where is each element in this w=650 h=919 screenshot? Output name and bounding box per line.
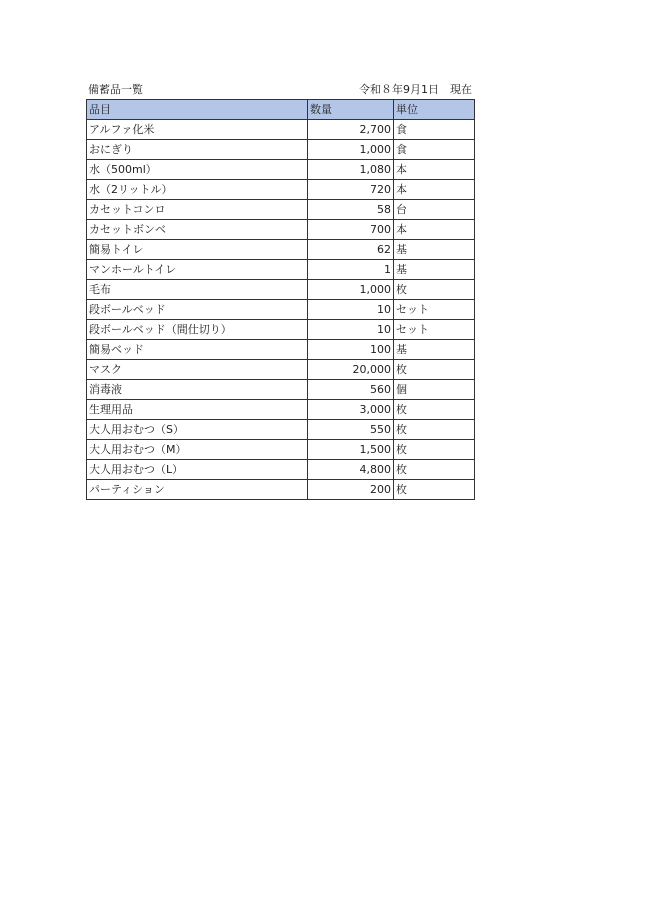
- table-row: [87, 120, 475, 140]
- item-name-cell: マスク: [87, 360, 308, 380]
- table-row: [87, 160, 475, 180]
- item-name-cell: 大人用おむつ（L）: [87, 460, 308, 480]
- item-name-cell: 生理用品: [87, 400, 308, 420]
- item-name-cell: アルファ化米: [87, 120, 308, 140]
- table-row: [87, 480, 475, 500]
- item-quantity-cell: 560: [308, 380, 394, 400]
- item-quantity-cell: 10: [308, 320, 394, 340]
- item-quantity-cell: 1,000: [308, 280, 394, 300]
- table-row: [87, 380, 475, 400]
- item-quantity-cell: 1,500: [308, 440, 394, 460]
- item-unit-cell: 個: [394, 380, 475, 400]
- item-quantity-cell: 200: [308, 480, 394, 500]
- item-quantity-cell: 10: [308, 300, 394, 320]
- table-row: [87, 460, 475, 480]
- item-quantity-cell: 700: [308, 220, 394, 240]
- item-unit-cell: 枚: [394, 460, 475, 480]
- item-unit-cell: 本: [394, 220, 475, 240]
- table-row: [87, 400, 475, 420]
- item-unit-cell: 本: [394, 180, 475, 200]
- item-quantity-cell: 2,700: [308, 120, 394, 140]
- table-row: [87, 320, 475, 340]
- document-title: 備蓄品一覧: [88, 83, 143, 96]
- table-header-row: [87, 100, 475, 120]
- item-unit-cell: 枚: [394, 400, 475, 420]
- item-name-cell: 消毒液: [87, 380, 308, 400]
- item-unit-cell: 枚: [394, 360, 475, 380]
- item-name-cell: 水（500ml）: [87, 160, 308, 180]
- item-quantity-cell: 1: [308, 260, 394, 280]
- item-name-cell: 大人用おむつ（S）: [87, 420, 308, 440]
- table-row: [87, 260, 475, 280]
- item-name-cell: 簡易ベッド: [87, 340, 308, 360]
- item-unit-cell: 基: [394, 340, 475, 360]
- item-quantity-cell: 550: [308, 420, 394, 440]
- item-name-cell: カセットコンロ: [87, 200, 308, 220]
- item-quantity-cell: 4,800: [308, 460, 394, 480]
- table-row: [87, 420, 475, 440]
- item-name-cell: 簡易トイレ: [87, 240, 308, 260]
- item-unit-cell: 枚: [394, 280, 475, 300]
- sheet-header: [86, 80, 474, 99]
- item-unit-cell: 本: [394, 160, 475, 180]
- item-name-cell: パーティション: [87, 480, 308, 500]
- column-header-quantity: 数量: [308, 100, 394, 120]
- item-unit-cell: セット: [394, 300, 475, 320]
- item-unit-cell: セット: [394, 320, 475, 340]
- item-name-cell: カセットボンベ: [87, 220, 308, 240]
- item-unit-cell: 基: [394, 240, 475, 260]
- table-row: [87, 240, 475, 260]
- item-quantity-cell: 62: [308, 240, 394, 260]
- item-unit-cell: 枚: [394, 480, 475, 500]
- item-quantity-cell: 20,000: [308, 360, 394, 380]
- item-quantity-cell: 3,000: [308, 400, 394, 420]
- table-row: [87, 220, 475, 240]
- inventory-sheet: [86, 80, 474, 500]
- item-unit-cell: 台: [394, 200, 475, 220]
- item-unit-cell: 枚: [394, 440, 475, 460]
- item-name-cell: 水（2リットル）: [87, 180, 308, 200]
- item-unit-cell: 枚: [394, 420, 475, 440]
- table-row: [87, 440, 475, 460]
- column-header-item: 品目: [87, 100, 308, 120]
- document-date: 令和８年9月1日 現在: [359, 83, 472, 96]
- table-row: [87, 180, 475, 200]
- table-row: [87, 200, 475, 220]
- item-name-cell: 大人用おむつ（M）: [87, 440, 308, 460]
- item-quantity-cell: 58: [308, 200, 394, 220]
- table-body: [87, 120, 475, 500]
- item-quantity-cell: 1,080: [308, 160, 394, 180]
- item-quantity-cell: 720: [308, 180, 394, 200]
- item-quantity-cell: 100: [308, 340, 394, 360]
- table-row: [87, 340, 475, 360]
- item-name-cell: 毛布: [87, 280, 308, 300]
- item-unit-cell: 基: [394, 260, 475, 280]
- table-row: [87, 140, 475, 160]
- table-row: [87, 300, 475, 320]
- item-quantity-cell: 1,000: [308, 140, 394, 160]
- item-name-cell: マンホールトイレ: [87, 260, 308, 280]
- table-row: [87, 360, 475, 380]
- item-unit-cell: 食: [394, 140, 475, 160]
- table-row: [87, 280, 475, 300]
- inventory-table: [86, 99, 475, 500]
- item-name-cell: おにぎり: [87, 140, 308, 160]
- column-header-unit: 単位: [394, 100, 475, 120]
- item-name-cell: 段ボールベッド（間仕切り）: [87, 320, 308, 340]
- item-unit-cell: 食: [394, 120, 475, 140]
- item-name-cell: 段ボールベッド: [87, 300, 308, 320]
